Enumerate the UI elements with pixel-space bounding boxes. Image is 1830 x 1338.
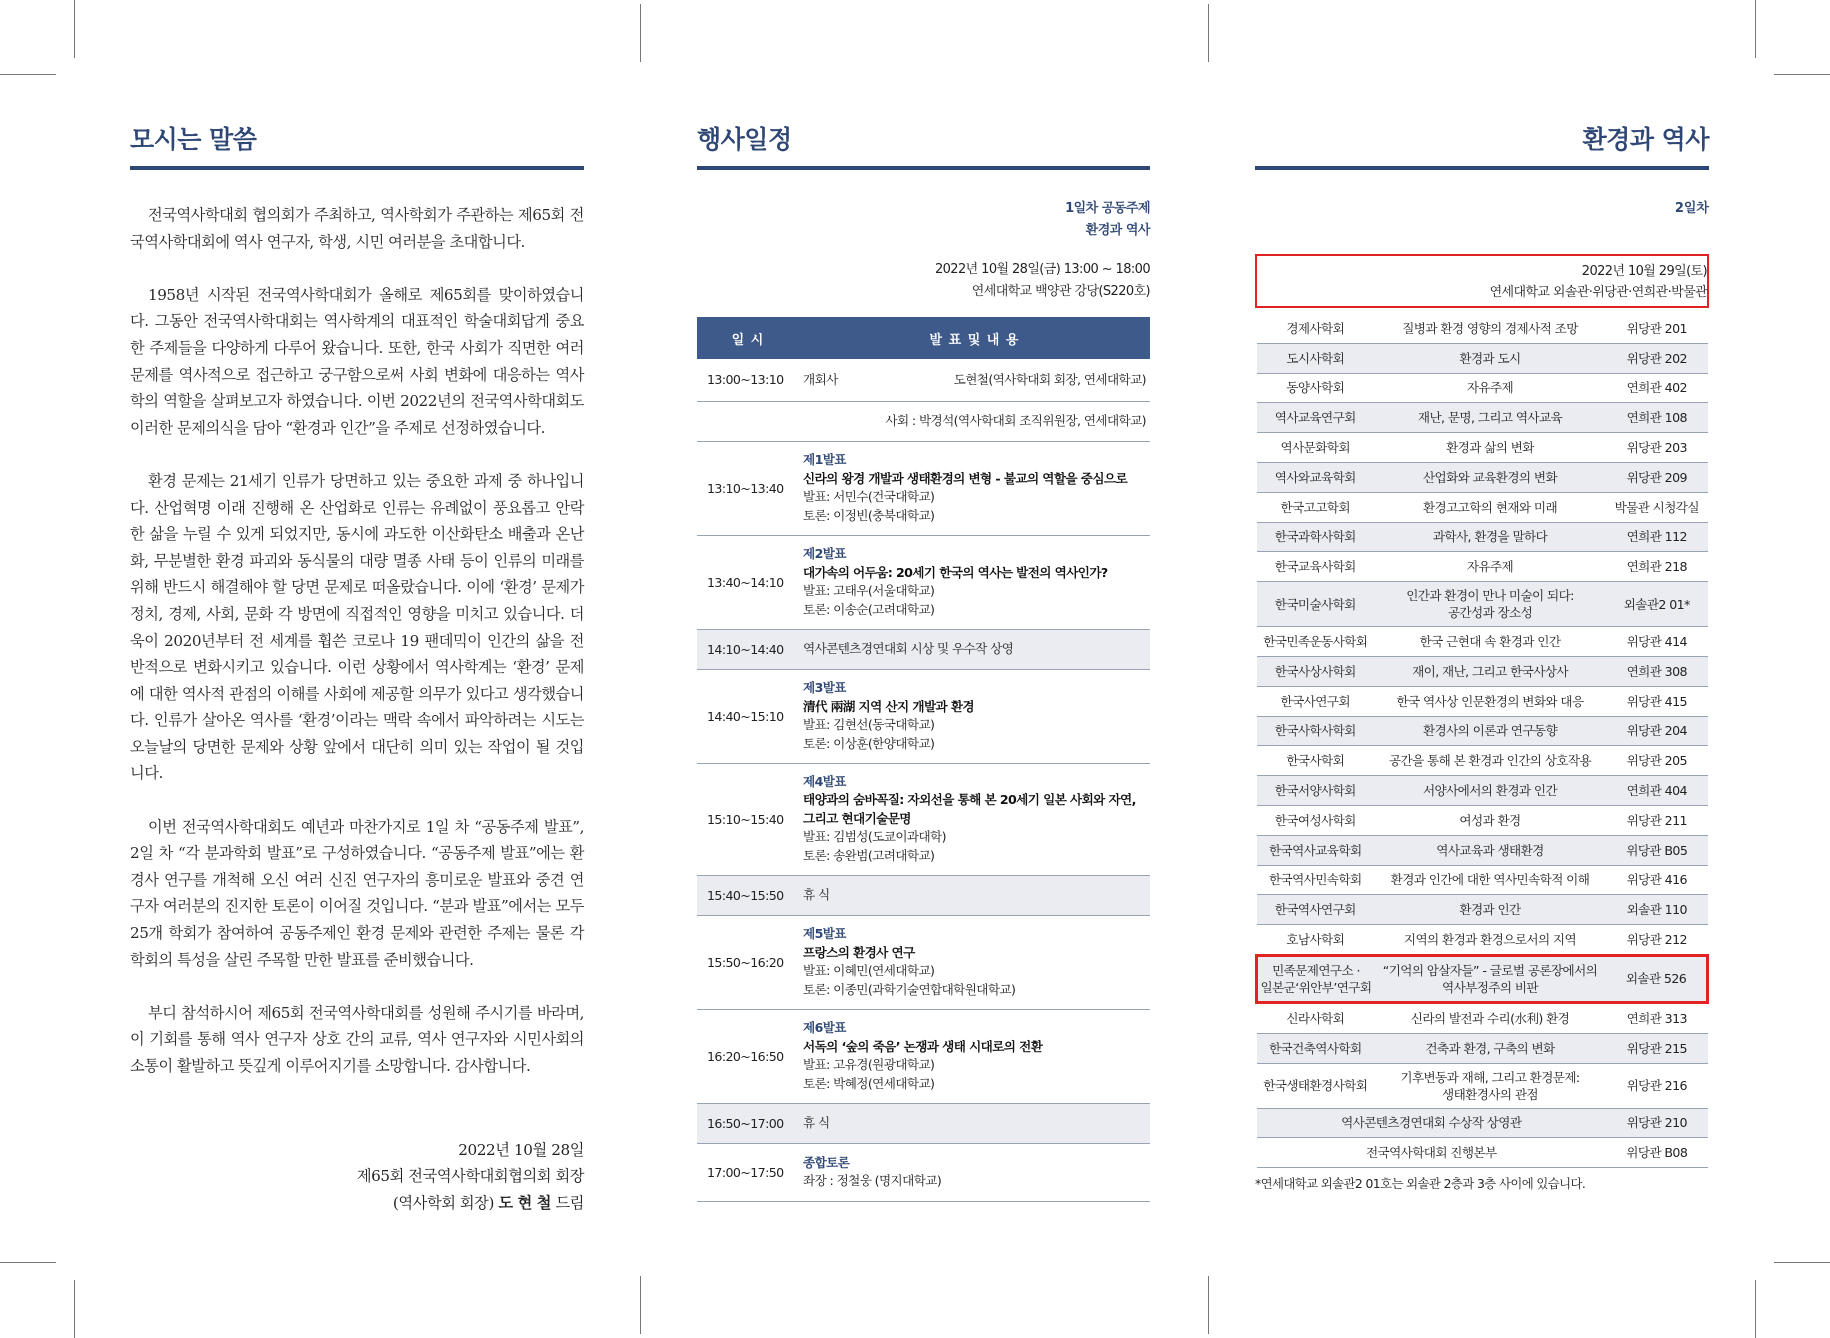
society-cell: 경제사학회 <box>1257 314 1375 343</box>
room-cell: 박물관 시청각실 <box>1606 492 1708 522</box>
session-row <box>1257 656 1708 686</box>
session-row <box>1257 492 1708 522</box>
society-cell: 역사교육연구회 <box>1257 403 1375 433</box>
talk-title: 프랑스의 환경사 연구 <box>803 944 915 960</box>
session-row <box>1257 746 1708 776</box>
society-cell: 호남사학회 <box>1257 925 1375 956</box>
topic-cell: 환경과 인간에 대한 역사민속학적 이해 <box>1374 865 1606 895</box>
talk-presenter: 발표: 이혜민(연세대학교) <box>803 963 935 978</box>
signature-prefix: (역사학회 회장) <box>392 1193 494 1212</box>
schedule-header <box>697 317 1150 359</box>
schedule-row-talk2 <box>697 535 1150 629</box>
session-row <box>1257 895 1708 925</box>
day1-label: 1일차 공동주제 <box>1065 201 1150 216</box>
crop-mark <box>0 1262 56 1263</box>
session-row <box>1257 1002 1708 1033</box>
letter-paragraph: 부디 참석하시어 제65회 전국역사학대회를 성원해 주시기를 바라며, 이 기회를 통해 역사 연구자 상호 간의 교류, 역사 연구자와 시민사회의 소통이 활발하고 뜻깊게 이루어지기를 소망합니다. 감사합니다. <box>130 1003 584 1075</box>
room-cell: 연희관 218 <box>1606 552 1708 582</box>
talk-presenter: 발표: 고유경(원광대학교) <box>803 1057 935 1072</box>
room-cell: 위당관 216 <box>1606 1063 1708 1108</box>
schedule-table <box>697 317 1150 1202</box>
talk-presenter: 발표: 고태우(서울대학교) <box>803 583 935 598</box>
day2-venue-box <box>1255 254 1709 308</box>
session-row <box>1257 582 1708 627</box>
schedule-row-break <box>697 1103 1150 1143</box>
session-row <box>1257 1063 1708 1108</box>
session-row <box>1257 433 1708 463</box>
day1-theme: 환경과 역사 <box>1085 223 1150 238</box>
schedule-row-talk6 <box>697 1009 1150 1103</box>
topic-cell: 재이, 재난, 그리고 한국사상사 <box>1374 656 1606 686</box>
topic-line: 생태환경사의 관점 <box>1442 1086 1538 1102</box>
talk-title: 대가속의 어두움: 20세기 한국의 역사는 발전의 역사인가? <box>803 564 1108 580</box>
room-cell: 위당관 201 <box>1606 314 1708 343</box>
signature-name: 도 현 철 <box>498 1193 552 1212</box>
topic-cell <box>1374 1063 1606 1108</box>
footnote: *연세대학교 외솔관2 01호는 외솔관 2층과 3층 사이에 있습니다. <box>1255 1176 1586 1192</box>
schedule-row-screening <box>697 629 1150 669</box>
session-row <box>1257 373 1708 403</box>
crop-mark <box>1208 1276 1209 1334</box>
room-cell: 위당관 B05 <box>1606 835 1708 865</box>
room-cell: 위당관 202 <box>1606 343 1708 373</box>
schedule-row-talk3 <box>697 669 1150 763</box>
topic-cell: 환경과 도시 <box>1374 343 1606 373</box>
room-cell: 연희관 313 <box>1606 1002 1708 1033</box>
topic-cell: 한국 역사상 인문환경의 변화와 대응 <box>1374 686 1606 716</box>
room-cell: 위당관 205 <box>1606 746 1708 776</box>
session-row <box>1257 925 1708 956</box>
crop-mark <box>640 1276 641 1334</box>
room-cell: 위당관 416 <box>1606 865 1708 895</box>
topic-line: 기후변동과 재해, 그리고 환경문제: <box>1400 1069 1580 1085</box>
session-row <box>1257 343 1708 373</box>
talk-title: 清代 兩湖 지역 산지 개발과 환경 <box>803 698 974 714</box>
topic-cell: 환경과 인간 <box>1374 895 1606 925</box>
invitation-column <box>130 120 584 1216</box>
letter-paragraph: 이번 전국역사학대회도 예년과 마찬가지로 1일 차 “공동주제 발표”, 2일 차 “각 분과학회 발표”로 구성하였습니다. “공동주제 발표”에는 환경사 연구를 개척해 오신 여러 신진 연구자의 흥미로운 발표와 중견 연구자 여러분의 진지한 토론이 이어질 것입니다. “분과 발표”에서는 모두 25개 학회가 참여하여 공동주제인 환경 문제와 관련한 주제는 물론 각 학회의 특성을 살린 주목할 만한 발표를 준비했습니다. <box>130 817 584 969</box>
crop-mark <box>1774 74 1830 75</box>
talk-discussant: 토론: 이상훈(한양대학교) <box>803 735 935 751</box>
invitation-letter <box>130 202 584 1080</box>
topic-cell: 재난, 문명, 그리고 역사교육 <box>1374 403 1606 433</box>
talk-title: 신라의 왕경 개발과 생태환경의 변형 - 불교의 역할을 중심으로 <box>803 470 1128 486</box>
talk-discussant: 토론: 박혜정(연세대학교) <box>803 1075 935 1091</box>
crop-mark <box>640 4 641 62</box>
topic-cell: 자유주제 <box>1374 552 1606 582</box>
break-label: 휴 식 <box>799 1103 1150 1143</box>
day1-meta <box>697 259 1150 303</box>
topic-cell: 공간을 통해 본 환경과 인간의 상호작용 <box>1374 746 1606 776</box>
talk-title: 서독의 ‘숲의 죽음’ 논쟁과 생태 시대로의 전환 <box>803 1038 1043 1054</box>
opening-label: 개회사 <box>803 371 838 387</box>
session-row <box>1257 403 1708 433</box>
room-cell: 위당관 414 <box>1606 627 1708 657</box>
topic-cell: 건축과 환경, 구축의 변화 <box>1374 1033 1606 1063</box>
society-cell: 한국역사민속학회 <box>1257 865 1375 895</box>
day1-heading <box>697 198 1150 242</box>
topic-cell: 서양사에서의 환경과 인간 <box>1374 776 1606 806</box>
closing-chair: 좌장 : 정철웅 (명지대학교) <box>803 1173 942 1188</box>
session-row <box>1257 865 1708 895</box>
sessions-column <box>1255 120 1709 1192</box>
talk-number: 제6발표 <box>803 1020 846 1035</box>
topic-cell: 자유주제 <box>1374 373 1606 403</box>
crop-mark <box>74 1280 75 1338</box>
schedule-title: 행사일정 <box>697 120 1150 170</box>
crop-mark <box>0 74 56 75</box>
topic-line: “기억의 암살자들” - 글로벌 공론장에서의 <box>1382 962 1598 978</box>
closing-label: 종합토론 <box>803 1154 850 1170</box>
topic-cell: 역사교육과 생태환경 <box>1374 835 1606 865</box>
society-line: 일본군‘위안부’연구회 <box>1260 979 1372 995</box>
room-cell: 위당관 209 <box>1606 462 1708 492</box>
crop-mark <box>1208 4 1209 62</box>
society-cell: 한국교육사학회 <box>1257 552 1375 582</box>
topic-line: 공간성과 장소성 <box>1447 605 1533 621</box>
sessions-table <box>1255 314 1709 1168</box>
signature-title: 제65회 전국역사학대회협의회 회장 <box>356 1167 584 1186</box>
day2-venue: 연세대학교 외솔관·위당관·연희관·박물관 <box>1489 285 1707 300</box>
society-cell: 한국고고학회 <box>1257 492 1375 522</box>
session-row <box>1257 552 1708 582</box>
society-cell: 신라사학회 <box>1257 1002 1375 1033</box>
topic-cell: 과학사, 환경을 말하다 <box>1374 522 1606 552</box>
room-cell: 외솔관2 01* <box>1606 582 1708 627</box>
room-cell: 위당관 415 <box>1606 686 1708 716</box>
society-line: 민족문제연구소 · <box>1272 962 1360 978</box>
header-time: 일 시 <box>697 317 799 359</box>
room-cell: 연희관 404 <box>1606 776 1708 806</box>
session-row <box>1257 522 1708 552</box>
time-cell: 16:20~16:50 <box>697 1009 799 1103</box>
topic-cell <box>1374 582 1606 627</box>
day2-date: 2022년 10월 29일(토) <box>1581 264 1707 279</box>
society-cell: 한국사연구회 <box>1257 686 1375 716</box>
talk-presenter: 발표: 김현선(동국대학교) <box>803 717 935 732</box>
session-row <box>1257 627 1708 657</box>
session-row <box>1257 1108 1708 1138</box>
room-cell: 외솔관 110 <box>1606 895 1708 925</box>
room-cell: 외솔관 526 <box>1606 955 1708 1002</box>
topic-cell: 신라의 발전과 수리(水利) 환경 <box>1374 1002 1606 1033</box>
span-cell: 역사콘텐츠경연대회 수상작 상영관 <box>1257 1108 1607 1138</box>
opening-speaker: 도현철(역사학대회 회장, 연세대학교) <box>953 371 1146 387</box>
time-cell: 13:00~13:10 <box>697 359 799 401</box>
signature-line <box>130 1190 584 1217</box>
schedule-row-talk1 <box>697 441 1150 535</box>
society-cell: 한국여성사학회 <box>1257 805 1375 835</box>
topic-cell: 질병과 환경 영향의 경제사적 조망 <box>1374 314 1606 343</box>
span-cell: 전국역사학대회 진행본부 <box>1257 1138 1607 1168</box>
society-cell: 한국사학회 <box>1257 746 1375 776</box>
society-cell: 한국미술사학회 <box>1257 582 1375 627</box>
society-cell: 한국역사교육학회 <box>1257 835 1375 865</box>
room-cell: 위당관 210 <box>1606 1108 1708 1138</box>
society-cell: 한국사상사학회 <box>1257 656 1375 686</box>
crop-mark <box>1755 1280 1756 1338</box>
day1-venue: 연세대학교 백양관 강당(S220호) <box>971 284 1150 299</box>
signature-suffix: 드림 <box>555 1193 584 1212</box>
topic-line: 인간과 환경이 만나 미술이 되다: <box>1406 588 1574 604</box>
time-cell: 14:40~15:10 <box>697 669 799 763</box>
schedule-row-talk4 <box>697 763 1150 875</box>
talk-title: 그리고 현대기술문명 <box>803 810 911 826</box>
society-cell: 한국민족운동사학회 <box>1257 627 1375 657</box>
society-cell: 한국과학사학회 <box>1257 522 1375 552</box>
session-row <box>1257 1033 1708 1063</box>
topic-cell: 환경과 삶의 변화 <box>1374 433 1606 463</box>
schedule-row-talk5 <box>697 915 1150 1009</box>
day2-label: 2일차 <box>1674 201 1709 216</box>
talk-presenter: 발표: 김범성(도쿄이과대학) <box>803 829 946 845</box>
sessions-title: 환경과 역사 <box>1255 120 1709 170</box>
room-cell: 위당관 212 <box>1606 925 1708 956</box>
schedule-row-closing <box>697 1143 1150 1201</box>
time-cell: 15:40~15:50 <box>697 875 799 915</box>
session-row <box>1257 462 1708 492</box>
room-cell: 위당관 215 <box>1606 1033 1708 1063</box>
day1-datetime: 2022년 10월 28일(금) 13:00 ~ 18:00 <box>934 262 1150 277</box>
schedule-row-break <box>697 875 1150 915</box>
room-cell: 위당관 211 <box>1606 805 1708 835</box>
society-cell: 한국사학사학회 <box>1257 716 1375 746</box>
talk-discussant: 토론: 이종민(과학기술연합대학원대학교) <box>803 981 1016 997</box>
society-cell: 한국건축역사학회 <box>1257 1033 1375 1063</box>
society-cell: 역사와교육학회 <box>1257 462 1375 492</box>
session-row <box>1257 805 1708 835</box>
room-cell: 위당관 B08 <box>1606 1138 1708 1168</box>
talk-discussant: 토론: 이송순(고려대학교) <box>803 601 935 617</box>
break-label: 휴 식 <box>799 875 1150 915</box>
topic-cell: 환경사의 이론과 연구동향 <box>1374 716 1606 746</box>
header-content: 발 표 및 내 용 <box>799 317 1150 359</box>
time-cell: 15:10~15:40 <box>697 763 799 875</box>
talk-number: 제5발표 <box>803 926 846 941</box>
crop-mark <box>1774 1262 1830 1263</box>
talk-title: 태양과의 숨바꼭질: 자외선을 통해 본 20세기 일본 사회와 자연, <box>803 792 1136 808</box>
moderator: 사회 : 박경석(역사학대회 조직위원장, 연세대학교) <box>799 401 1150 441</box>
society-cell: 한국생태환경사학회 <box>1257 1063 1375 1108</box>
society-cell <box>1257 955 1375 1002</box>
talk-discussant: 토론: 이정빈(충북대학교) <box>803 507 935 523</box>
signature-date: 2022년 10월 28일 <box>458 1140 584 1159</box>
time-cell: 16:50~17:00 <box>697 1103 799 1143</box>
topic-cell: 지역의 환경과 환경으로서의 지역 <box>1374 925 1606 956</box>
time-cell: 14:10~14:40 <box>697 629 799 669</box>
society-cell: 도시사학회 <box>1257 343 1375 373</box>
talk-presenter: 발표: 서민수(건국대학교) <box>803 489 935 504</box>
session-row <box>1257 776 1708 806</box>
topic-line: 역사부정주의 비판 <box>1442 979 1538 995</box>
schedule-row-moderator <box>697 401 1150 441</box>
schedule-row-opening <box>697 359 1150 401</box>
schedule-column <box>697 120 1150 1202</box>
screening-label: 역사콘텐츠경연대회 시상 및 우수작 상영 <box>799 629 1150 669</box>
room-cell: 연희관 112 <box>1606 522 1708 552</box>
society-cell: 동양사학회 <box>1257 373 1375 403</box>
letter-paragraph: 전국역사학대회 협의회가 주최하고, 역사학회가 주관하는 제65회 전국역사학대회에 역사 연구자, 학생, 시민 여러분을 초대합니다. <box>130 206 584 251</box>
topic-cell: 여성과 환경 <box>1374 805 1606 835</box>
topic-cell: 산업화와 교육환경의 변화 <box>1374 462 1606 492</box>
time-cell: 17:00~17:50 <box>697 1143 799 1201</box>
room-cell: 연희관 308 <box>1606 656 1708 686</box>
topic-cell: 환경고고학의 현재와 미래 <box>1374 492 1606 522</box>
crop-mark <box>74 0 75 58</box>
session-row <box>1257 835 1708 865</box>
time-cell: 13:40~14:10 <box>697 535 799 629</box>
topic-cell: 한국 근현대 속 환경과 인간 <box>1374 627 1606 657</box>
crop-mark <box>1755 0 1756 58</box>
society-cell: 역사문화학회 <box>1257 433 1375 463</box>
signature-block <box>130 1137 584 1217</box>
talk-number: 제4발표 <box>803 773 846 789</box>
talk-number: 제1발표 <box>803 452 846 467</box>
room-cell: 연희관 402 <box>1606 373 1708 403</box>
talk-number: 제2발표 <box>803 546 846 561</box>
letter-paragraph: 환경 문제는 21세기 인류가 당면하고 있는 중요한 과제 중 하나입니다. 산업혁명 이래 진행해 온 산업화로 인류는 유례없이 풍요롭고 안락한 삶을 누릴 수 있게 되었지만, 동시에 과도한 이산화탄소 배출과 온난화, 무분별한 환경 파괴와 동식물의 대량 멸종 사태 등이 인류의 미래를 위해 반드시 해결해야 할 당면 문제로 떠올랐습니다. 이에 ‘환경’ 문제가 정치, 경제, 사회, 문화 각 방면에 직접적인 영향을 미치고 있습니다. 더욱이 2020년부터 전 세계를 휩쓴 코로나 19 팬데믹이 인간의 삶을 전반적으로 변화시키고 있습니다. 이런 상황에서 역사학계는 ‘환경’ 문제에 대한 역사적 관점의 이해를 사회에 제공할 의무가 있다고 생각했습니다. 인류가 살아온 역사를 ‘환경’이라는 맥락 속에서 파악하려는 시도는 오늘날의 당면한 문제와 상황 앞에서 대단히 의미 있는 작업이 될 것입니다. <box>130 471 584 783</box>
session-row <box>1257 686 1708 716</box>
session-row <box>1257 314 1708 343</box>
time-cell: 15:50~16:20 <box>697 915 799 1009</box>
session-row <box>1257 1138 1708 1168</box>
session-row <box>1257 716 1708 746</box>
room-cell: 위당관 203 <box>1606 433 1708 463</box>
time-cell: 13:10~13:40 <box>697 441 799 535</box>
letter-paragraph: 1958년 시작된 전국역사학대회가 올해로 제65회를 맞이하였습니다. 그동안 전국역사학대회는 역사학계의 대표적인 학술대회답게 중요한 주제들을 다양하게 다루어 왔습니다. 또한, 한국 사회가 직면한 여러 문제를 역사적으로 접근하고 궁구함으로써 사회 변화에 대응하는 역사학의 역할을 살펴보고자 하였습니다. 이번 2022년의 전국역사학대회도 이러한 문제의식을 담아 “환경과 인간”을 주제로 선정하였습니다. <box>130 285 584 437</box>
invitation-title: 모시는 말씀 <box>130 120 584 170</box>
talk-number: 제3발표 <box>803 680 846 695</box>
session-row-highlighted <box>1257 955 1708 1002</box>
room-cell: 위당관 204 <box>1606 716 1708 746</box>
society-cell: 한국역사연구회 <box>1257 895 1375 925</box>
room-cell: 연희관 108 <box>1606 403 1708 433</box>
society-cell: 한국서양사학회 <box>1257 776 1375 806</box>
talk-discussant: 토론: 송완범(고려대학교) <box>803 847 935 863</box>
topic-cell <box>1374 955 1606 1002</box>
